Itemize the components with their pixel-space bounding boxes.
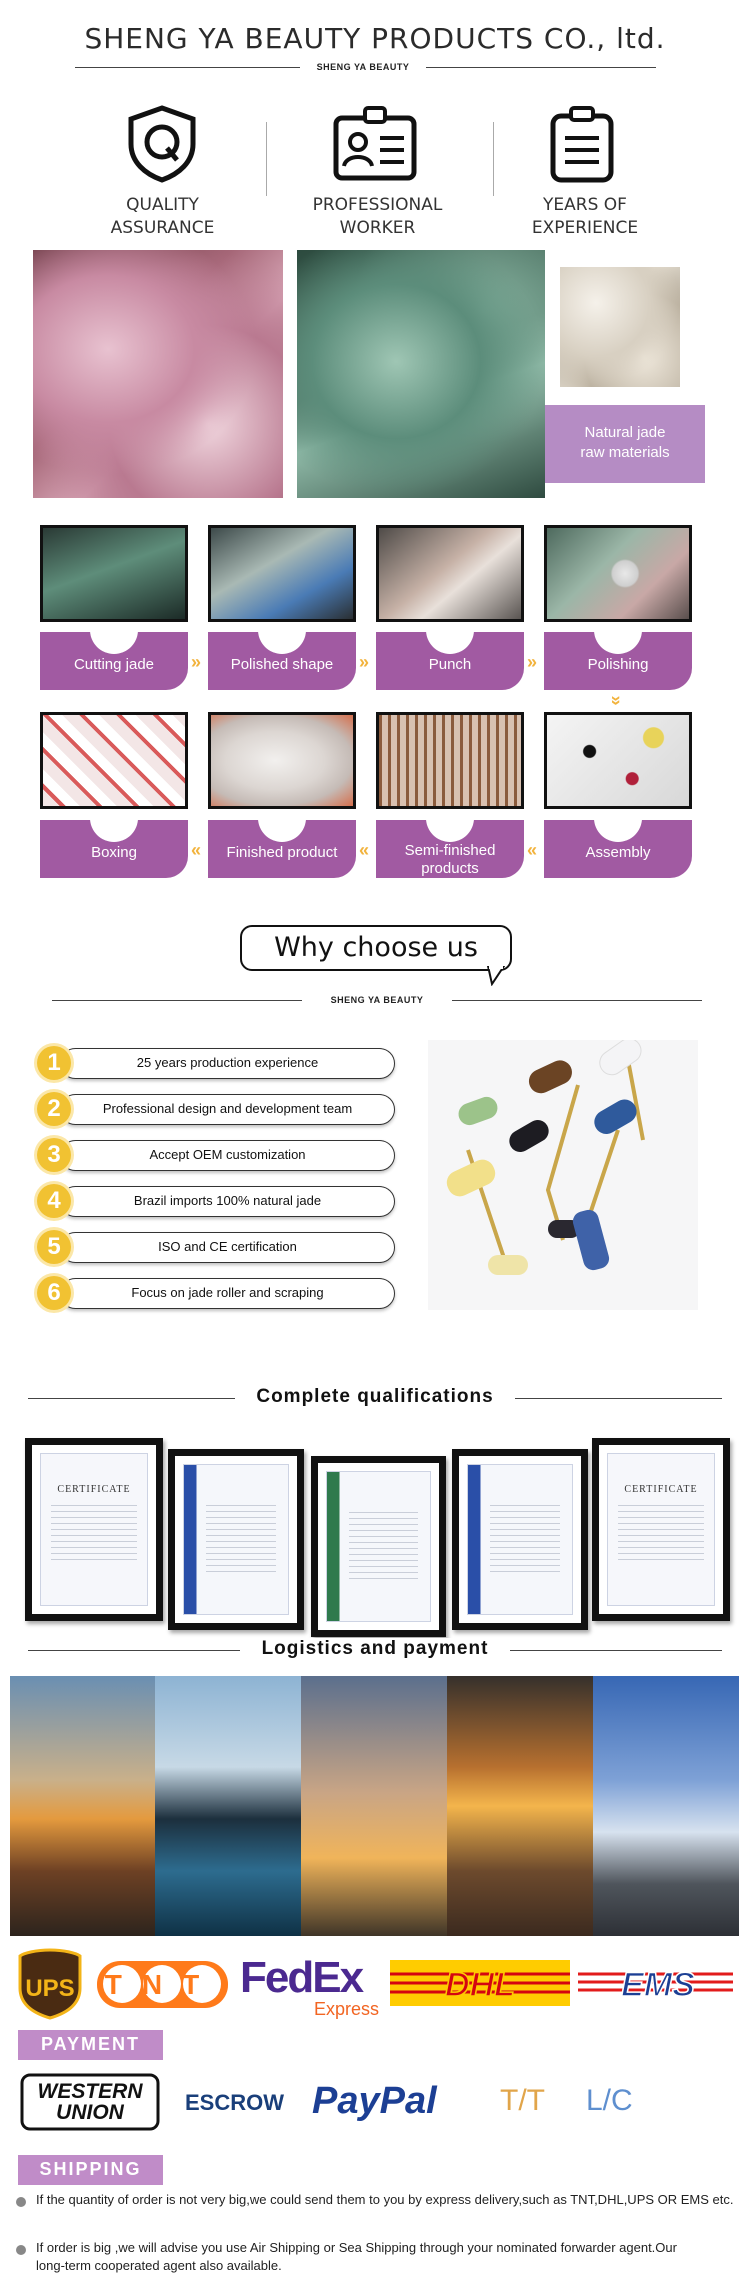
feature-worker xyxy=(290,194,465,240)
header-subbrand: SHENG YA BEAUTY xyxy=(316,62,410,72)
green-jade-photo xyxy=(297,250,545,498)
tnt-logo-icon xyxy=(95,1957,230,2012)
feature-label-line: EXPERIENCE xyxy=(531,218,639,238)
certificate xyxy=(40,1453,148,1606)
chevron-right-icon: » xyxy=(359,652,370,672)
feature-separator xyxy=(266,122,267,196)
carrier-name: EMS xyxy=(621,1966,695,2004)
shield-q-icon xyxy=(125,104,200,184)
feature-label-line: PROFESSIONAL xyxy=(312,195,443,215)
shipping-note: If order is big ,we will advise you use Air Shipping or Sea Shipping through your nominated forwarder agent.Our long-term cooperated agent also available. xyxy=(36,2240,677,2273)
feature-label-line: QUALITY xyxy=(126,195,199,215)
bullet-icon xyxy=(16,2245,26,2255)
chevron-left-icon: « xyxy=(191,840,202,860)
certificate xyxy=(607,1453,715,1606)
certificate xyxy=(467,1464,573,1615)
chevron-left-icon: « xyxy=(359,840,370,860)
train-photo xyxy=(447,1676,593,1936)
western-union-logo-icon xyxy=(20,2073,160,2131)
process-photo-semifinished xyxy=(376,712,524,809)
why-number-badge: 6 xyxy=(37,1276,71,1310)
materials-line: raw materials xyxy=(580,444,670,461)
why-number-badge: 3 xyxy=(37,1138,71,1172)
divider-line xyxy=(426,67,656,68)
dhl-logo-icon xyxy=(390,1960,570,2006)
feature-label-line: YEARS OF xyxy=(543,195,627,215)
process-photo-assembly xyxy=(544,712,692,809)
why-item: 25 years production experience xyxy=(60,1048,395,1079)
divider-line xyxy=(452,1000,702,1001)
why-choose-us-title: Why choose us xyxy=(240,925,512,971)
payment-method: WESTERN UNION xyxy=(37,2080,143,2124)
truck-highway-photo xyxy=(593,1676,739,1936)
ups-logo-icon xyxy=(18,1948,82,2020)
carrier-name: UPS xyxy=(25,1975,75,2002)
carrier-name: FedEx xyxy=(240,1953,363,2002)
why-item: Accept OEM customization xyxy=(60,1140,395,1171)
white-jade-photo xyxy=(560,267,680,387)
speech-tail xyxy=(486,966,506,986)
process-photo-shape xyxy=(208,525,356,622)
process-photo-boxing xyxy=(40,712,188,809)
bullet-icon xyxy=(16,2197,26,2207)
process-photo-cutting xyxy=(40,525,188,622)
payment-method: ESCROW xyxy=(185,2090,284,2115)
materials-line: Natural jade xyxy=(584,424,666,441)
process-label: Cutting jade xyxy=(40,632,188,690)
process-label: Finished product xyxy=(208,820,356,878)
payment-method: L/C xyxy=(586,2084,633,2117)
why-subbrand: SHENG YA BEAUTY xyxy=(330,995,424,1005)
truck-port-photo xyxy=(10,1676,155,1936)
process-label: Punch xyxy=(376,632,524,690)
logistics-title: Logistics and payment xyxy=(240,1638,510,1660)
certificate-frame xyxy=(168,1449,304,1630)
why-number-badge: 4 xyxy=(37,1184,71,1218)
divider-line xyxy=(52,1000,302,1001)
certificate-heading: CERTIFICATE xyxy=(57,1484,131,1495)
process-photo-punch xyxy=(376,525,524,622)
payment-method: T/T xyxy=(500,2084,545,2117)
feature-experience xyxy=(500,194,670,240)
carrier-name: DHL xyxy=(445,1966,515,2004)
jade-roller-photo xyxy=(428,1040,698,1310)
airplane-photo xyxy=(301,1676,447,1936)
feature-label-line: ASSURANCE xyxy=(110,218,215,238)
id-card-icon xyxy=(330,104,420,184)
why-item: Brazil imports 100% natural jade xyxy=(60,1186,395,1217)
why-number-badge: 5 xyxy=(37,1230,71,1264)
payment-method: PayPal xyxy=(312,2080,437,2122)
why-item: Professional design and development team xyxy=(60,1094,395,1125)
process-label: Semi-finished products xyxy=(376,820,524,878)
clipboard-icon xyxy=(547,104,617,184)
payment-banner: PAYMENT xyxy=(18,2030,163,2060)
certificate-heading: CERTIFICATE xyxy=(624,1484,698,1495)
feature-quality xyxy=(80,194,245,240)
chevron-left-icon: « xyxy=(527,840,538,860)
feature-label-line: WORKER xyxy=(339,218,416,238)
carrier-name: TNT xyxy=(104,1969,220,2000)
process-label: Polished shape xyxy=(208,632,356,690)
fedex-logo-icon xyxy=(240,1950,390,2020)
process-label: Polishing xyxy=(544,632,692,690)
why-item: ISO and CE certification xyxy=(60,1232,395,1263)
rose-quartz-photo xyxy=(33,250,283,498)
cargo-ship-photo xyxy=(155,1676,301,1936)
process-photo-finished xyxy=(208,712,356,809)
chevron-down-icon: » xyxy=(606,695,627,706)
carrier-name: Express xyxy=(314,1999,380,2019)
certificate-frame xyxy=(311,1456,446,1637)
certificate xyxy=(326,1471,431,1622)
feature-separator xyxy=(493,122,494,196)
process-label: Boxing xyxy=(40,820,188,878)
shipping-banner: SHIPPING xyxy=(18,2155,163,2185)
certificate-frame xyxy=(592,1438,730,1621)
chevron-right-icon: » xyxy=(191,652,202,672)
shipping-note: If the quantity of order is not very big,we could send them to you by express delivery,such as TNT,DHL,UPS OR EMS etc. xyxy=(36,2192,734,2207)
certificate-frame xyxy=(25,1438,163,1621)
certificate-frame xyxy=(452,1449,588,1630)
process-photo-polishing xyxy=(544,525,692,622)
divider-line xyxy=(75,67,300,68)
why-item: Focus on jade roller and scraping xyxy=(60,1278,395,1309)
why-number-badge: 1 xyxy=(37,1046,71,1080)
chevron-right-icon: » xyxy=(527,652,538,672)
qualifications-title: Complete qualifications xyxy=(235,1386,515,1408)
company-title: SHENG YA BEAUTY PRODUCTS CO., ltd. xyxy=(84,22,666,55)
natural-jade-label xyxy=(545,405,705,483)
why-number-badge: 2 xyxy=(37,1092,71,1126)
process-label: Assembly xyxy=(544,820,692,878)
certificate xyxy=(183,1464,289,1615)
ems-logo-icon xyxy=(578,1960,733,2004)
